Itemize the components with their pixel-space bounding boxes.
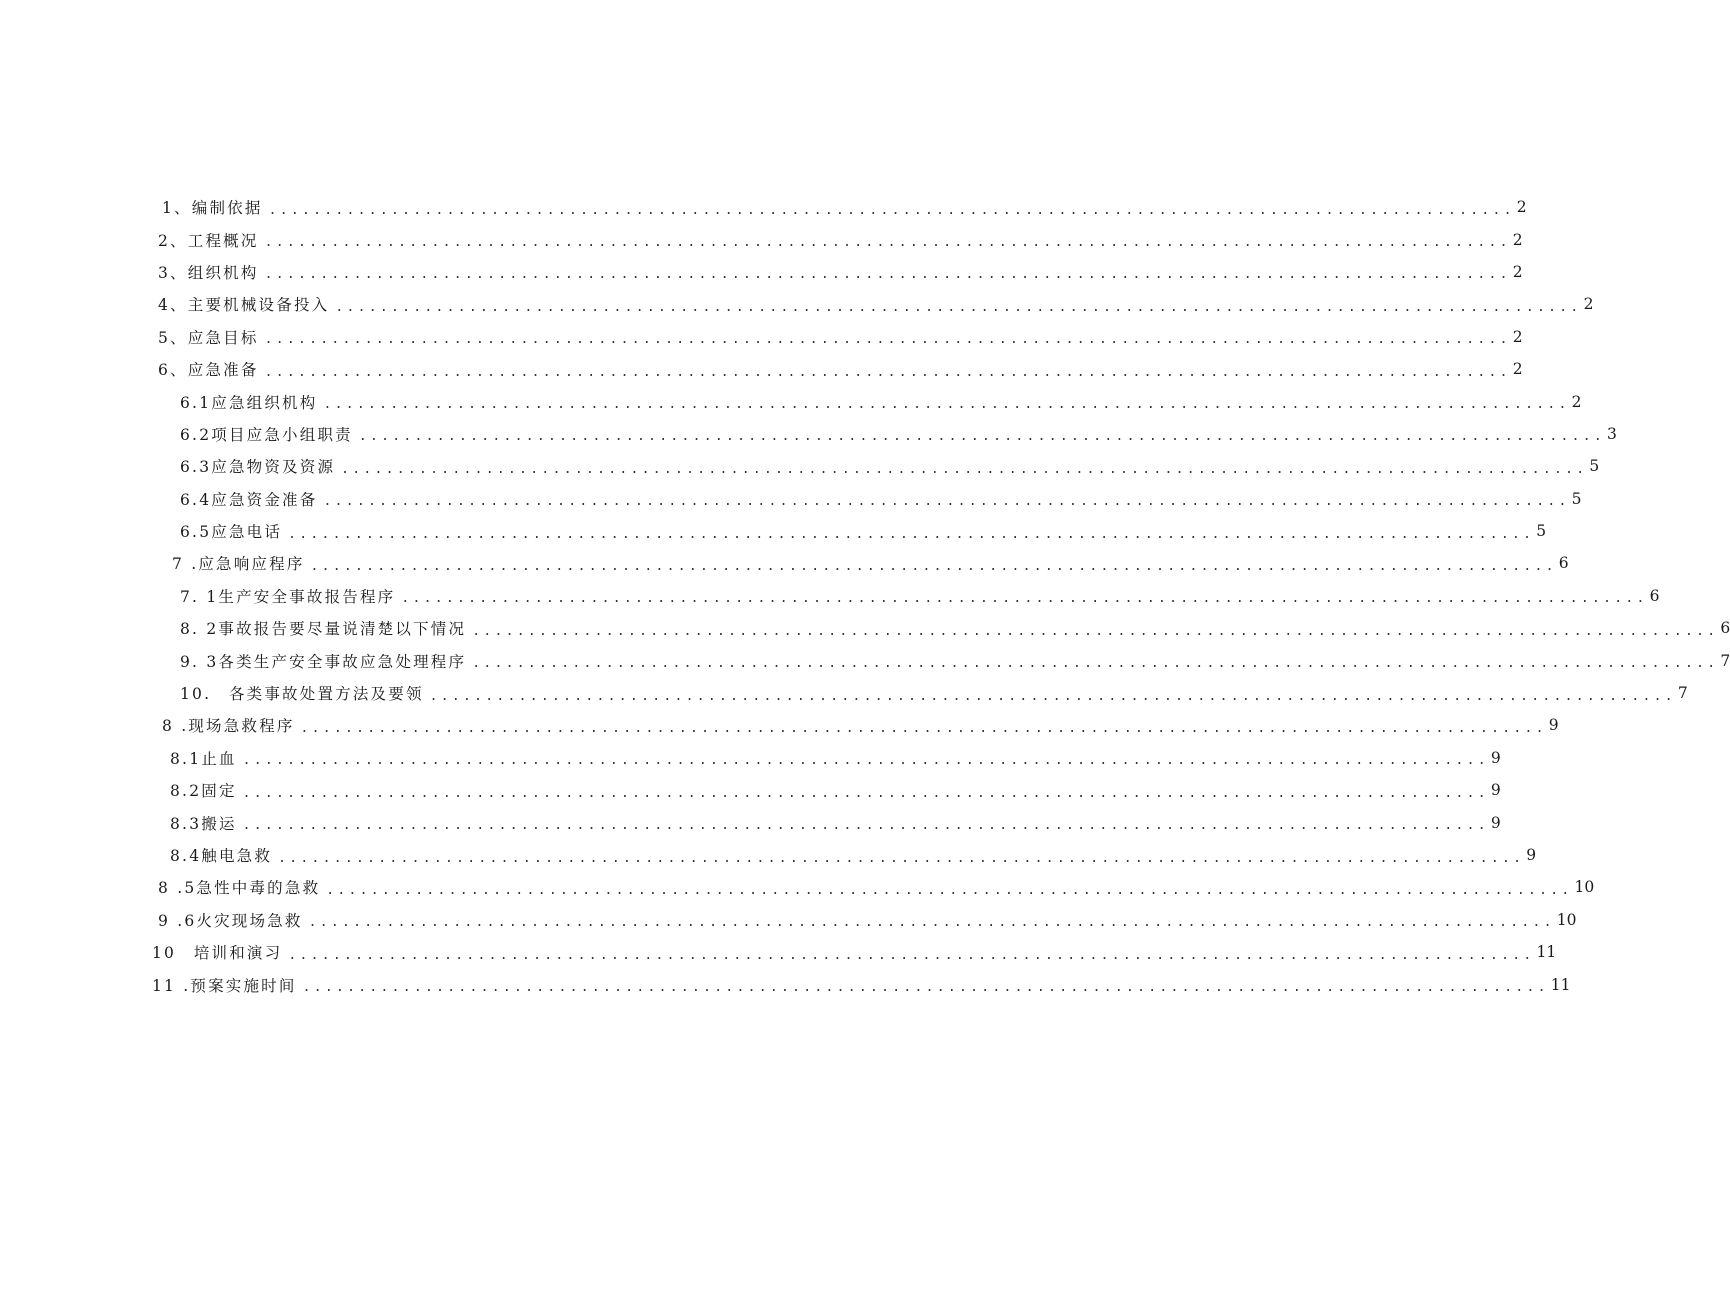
- toc-entry-page: 11: [1536, 943, 1557, 962]
- toc-entry-label: 6.2项目应急小组职责: [180, 423, 359, 445]
- toc-entry-label: 3、组织机构: [158, 261, 265, 283]
- toc-entry-page: 9: [1490, 813, 1501, 832]
- toc-entry-page: 9: [1548, 716, 1559, 735]
- toc-entry-page: 5: [1571, 489, 1582, 508]
- toc-entry-page: 2: [1512, 262, 1523, 281]
- toc-entry-page: 9: [1526, 846, 1537, 864]
- toc-entry[interactable]: [180, 612, 1730, 644]
- toc-entry-page: 10: [1556, 910, 1577, 929]
- toc-entry-page: 2: [1583, 295, 1594, 314]
- table-of-contents: [0, 191, 1730, 1001]
- toc-leader-dots: ................................................................................................................: [264, 332, 1511, 348]
- toc-leader-dots: ................................................................................................................: [472, 656, 1719, 672]
- toc-entry-label: 8 .现场急救程序: [162, 714, 301, 736]
- toc-leader-dots: ................................................................................................................: [335, 299, 1582, 315]
- toc-entry[interactable]: [158, 321, 1523, 353]
- toc-entry[interactable]: [180, 677, 1688, 709]
- toc-entry-label: 10 培训和演习: [152, 941, 288, 963]
- toc-entry-page: 5: [1536, 522, 1547, 541]
- toc-leader-dots: ................................................................................................................: [323, 494, 1570, 510]
- toc-entry-label: 8.1止血: [170, 747, 243, 769]
- toc-entry-page: 11: [1550, 975, 1571, 994]
- toc-entry-label: 8. 2事故报告要尽量说清楚以下情况: [180, 617, 472, 639]
- toc-entry-page: 2: [1571, 392, 1582, 411]
- toc-leader-dots: ................................................................................................................: [300, 720, 1547, 736]
- toc-entry-label: 6.3应急物资及资源: [180, 455, 341, 477]
- toc-entry-page: 2: [1512, 360, 1523, 379]
- toc-entry[interactable]: [180, 515, 1547, 547]
- toc-leader-dots: ................................................................................................................: [242, 818, 1489, 834]
- toc-entry-page: 2: [1512, 327, 1523, 346]
- toc-entry-page: 6: [1558, 554, 1569, 573]
- toc-leader-dots: ................................................................................................................: [308, 915, 1555, 931]
- toc-entry[interactable]: [170, 839, 1537, 871]
- toc-entry[interactable]: [170, 774, 1501, 806]
- toc-entry[interactable]: [158, 288, 1594, 320]
- toc-leader-dots: ................................................................................................................: [288, 947, 1535, 963]
- toc-leader-dots: ................................................................................................................: [264, 235, 1511, 251]
- toc-entry-page: 2: [1512, 230, 1523, 249]
- toc-entry-page: 7: [1720, 651, 1730, 670]
- toc-entry-label: 8 .5急性中毒的急救: [158, 876, 326, 898]
- toc-entry-page: 9: [1490, 748, 1501, 767]
- toc-leader-dots: ................................................................................................................: [268, 202, 1515, 218]
- toc-entry-label: 6.1应急组织机构: [180, 391, 323, 413]
- toc-entry-label: 10. 各类事故处置方法及要领: [180, 682, 430, 704]
- toc-entry-label: 9 .6火灾现场急救: [158, 909, 309, 931]
- toc-leader-dots: ................................................................................................................: [323, 397, 1570, 413]
- toc-entry[interactable]: [180, 450, 1600, 482]
- toc-leader-dots: ................................................................................................................: [264, 267, 1511, 283]
- toc-entry-label: 7. 1生产安全事故报告程序: [180, 585, 401, 607]
- toc-leader-dots: ................................................................................................................: [429, 688, 1676, 704]
- toc-entry-label: 6.4应急资金准备: [180, 488, 323, 510]
- toc-entry-page: 3: [1607, 424, 1617, 443]
- toc-leader-dots: ................................................................................................................: [302, 980, 1549, 996]
- toc-entry-page: 5: [1589, 457, 1600, 476]
- toc-entry[interactable]: [170, 742, 1501, 774]
- toc-entry[interactable]: [172, 547, 1569, 579]
- toc-entry-page: 9: [1490, 781, 1501, 800]
- toc-leader-dots: ................................................................................................................: [401, 591, 1648, 607]
- toc-leader-dots: ................................................................................................................: [242, 753, 1489, 769]
- toc-entry-label: 5、应急目标: [158, 326, 265, 348]
- toc-leader-dots: ................................................................................................................: [310, 558, 1557, 574]
- toc-entry[interactable]: [162, 191, 1527, 223]
- toc-entry[interactable]: [152, 936, 1557, 968]
- toc-entry-label: 8.4触电急救: [170, 844, 278, 866]
- toc-entry-label: 6.5应急电话: [180, 520, 288, 542]
- toc-entry-page: 6: [1649, 586, 1660, 605]
- toc-entry-page: 2: [1516, 198, 1527, 217]
- toc-entry[interactable]: [180, 483, 1582, 515]
- toc-entry-label: 11 .预案实施时间: [152, 974, 303, 996]
- toc-entry[interactable]: [158, 223, 1523, 255]
- toc-leader-dots: ................................................................................................................: [341, 461, 1588, 477]
- toc-entry[interactable]: [162, 709, 1559, 741]
- toc-entry-label: 4、主要机械设备投入: [158, 293, 335, 315]
- toc-entry-label: 7 .应急响应程序: [172, 552, 311, 574]
- toc-entry-label: 9. 3各类生产安全事故应急处理程序: [180, 650, 472, 672]
- toc-entry[interactable]: [158, 256, 1523, 288]
- toc-entry-page: 7: [1677, 684, 1688, 703]
- toc-entry[interactable]: [180, 385, 1582, 417]
- toc-entry-label: 1、编制依据: [162, 196, 269, 218]
- toc-entry[interactable]: [180, 644, 1730, 676]
- toc-entry-page: 6: [1720, 619, 1730, 638]
- toc-leader-dots: ................................................................................................................: [326, 882, 1573, 898]
- toc-entry[interactable]: [170, 806, 1501, 838]
- toc-leader-dots: ................................................................................................................: [472, 623, 1719, 639]
- toc-leader-dots: ................................................................................................................: [278, 850, 1525, 866]
- toc-leader-dots: ................................................................................................................: [242, 785, 1489, 801]
- toc-entry[interactable]: [158, 353, 1523, 385]
- toc-entry-label: 2、工程概况: [158, 229, 265, 251]
- toc-entry[interactable]: [158, 904, 1577, 936]
- toc-leader-dots: ................................................................................................................: [358, 429, 1606, 445]
- toc-entry[interactable]: [158, 871, 1595, 903]
- toc-entry[interactable]: [152, 968, 1571, 1000]
- toc-entry-label: 8.2固定: [170, 779, 243, 801]
- toc-entry-page: 10: [1574, 878, 1595, 897]
- toc-entry-label: 6、应急准备: [158, 358, 265, 380]
- toc-leader-dots: ................................................................................................................: [264, 364, 1511, 380]
- toc-entry-label: 8.3搬运: [170, 812, 243, 834]
- toc-entry[interactable]: [180, 580, 1660, 612]
- toc-leader-dots: ................................................................................................................: [288, 526, 1535, 542]
- toc-entry[interactable]: [180, 418, 1617, 450]
